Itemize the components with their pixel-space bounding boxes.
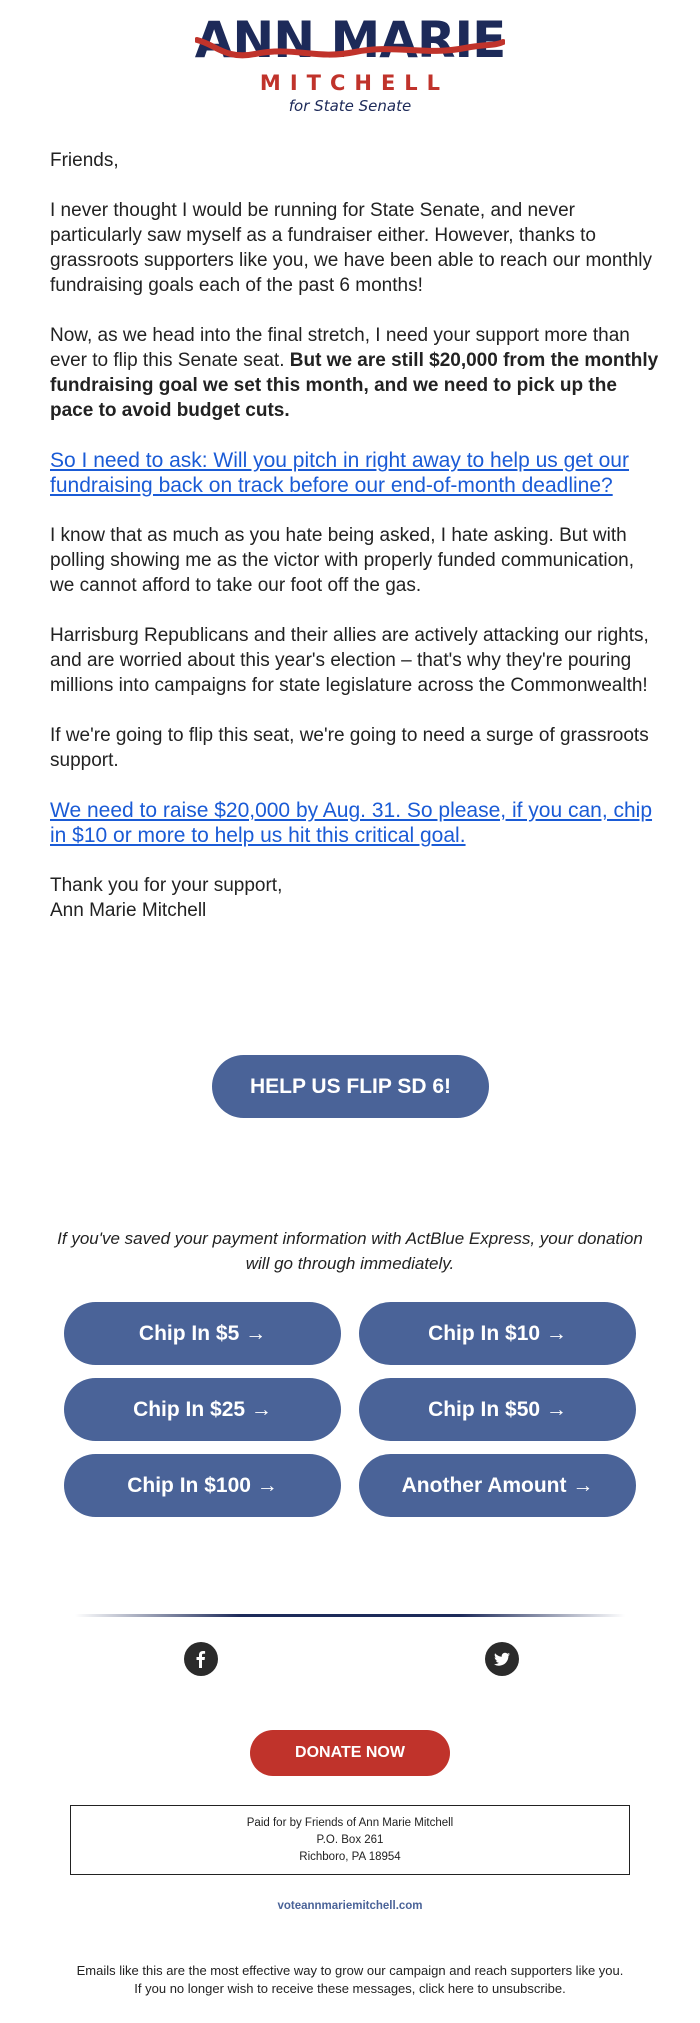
paid-for-disclaimer	[70, 1805, 630, 1875]
unsubscribe-link[interactable]: If you no longer wish to receive these messages, click here to unsubscribe.	[134, 1981, 566, 1996]
logo-ribbon-swoosh	[195, 30, 505, 70]
paragraph-2	[50, 323, 660, 423]
paragraph-4: Harrisburg Republicans and their allies are actively attacking our rights, and are worried about this year's election – that's why they're pouring millions into campaigns for state legislature across the Commonwealth!	[50, 625, 649, 696]
paid-for-line-1: Paid for by Friends of Ann Marie Mitchell	[246, 1817, 454, 1829]
footer-line-1: Emails like this are the most effective way to grow our campaign and reach supporters like you.	[76, 1963, 624, 1978]
campaign-logo	[0, 0, 700, 130]
donate-now-button[interactable]: DONATE NOW	[250, 1730, 450, 1776]
actblue-express-note: If you've saved your payment information with ActBlue Express, your donation will go through immediately.	[57, 1229, 643, 1273]
signature: Ann Marie Mitchell	[50, 900, 207, 921]
signoff: Thank you for your support,	[50, 875, 283, 896]
chip-in-100-button[interactable]: Chip In $100 →	[64, 1454, 341, 1517]
paid-for-line-3: Richboro, PA 18954	[299, 1851, 401, 1863]
twitter-icon[interactable]	[485, 1642, 519, 1676]
campaign-website-link[interactable]: voteannmariemitchell.com	[277, 1900, 423, 1912]
paid-for-line-2: P.O. Box 261	[316, 1834, 384, 1846]
donate-link-ask[interactable]: So I need to ask: Will you pitch in right away to help us get our fundraising back on track before our end-of-month deadline?	[50, 449, 629, 497]
logo-name: ANN MARIE	[194, 11, 506, 69]
logo-tagline: for State Senate	[288, 97, 412, 115]
paragraph-1: I never thought I would be running for State Senate, and never particularly saw myself as a fundraiser either. However, thanks to grassroots supporters like you, we have been able to reach our monthly fundraising goals each of the past 6 months!	[50, 200, 652, 296]
facebook-icon[interactable]	[184, 1642, 218, 1676]
email-footer	[20, 1962, 680, 1998]
paragraph-2-text: Now, as we head into the final stretch, I need your support more than ever to flip this Senate seat.	[50, 325, 630, 371]
help-flip-button[interactable]: HELP US FLIP SD 6!	[212, 1055, 489, 1118]
paragraph-3: I know that as much as you hate being asked, I hate asking. But with polling showing me as the victor with properly funded communication, we cannot afford to take our foot off the gas.	[50, 525, 635, 596]
chip-in-50-button[interactable]: Chip In $50 →	[359, 1378, 636, 1441]
footer-divider	[75, 1614, 625, 1617]
signoff-block	[50, 873, 660, 923]
chip-in-25-button[interactable]: Chip In $25 →	[64, 1378, 341, 1441]
another-amount-button[interactable]: Another Amount →	[359, 1454, 636, 1517]
donate-link-goal[interactable]: We need to raise $20,000 by Aug. 31. So please, if you can, chip in $10 or more to help us hit this critical goal.	[50, 799, 653, 847]
chip-in-10-button[interactable]: Chip In $10 →	[359, 1302, 636, 1365]
twitter-glyph	[492, 1649, 512, 1669]
chip-in-5-button[interactable]: Chip In $5 →	[64, 1302, 341, 1365]
paragraph-2-bold: But we are still $20,000 from the monthly fundraising goal we set this month, and we need to pick up the pace to avoid budget cuts.	[50, 350, 659, 421]
letter-body	[50, 148, 660, 923]
greeting: Friends,	[50, 150, 119, 171]
logo-subtitle: MITCHELL	[259, 71, 450, 95]
facebook-glyph	[191, 1649, 211, 1669]
paragraph-5: If we're going to flip this seat, we're going to need a surge of grassroots support.	[50, 725, 649, 771]
